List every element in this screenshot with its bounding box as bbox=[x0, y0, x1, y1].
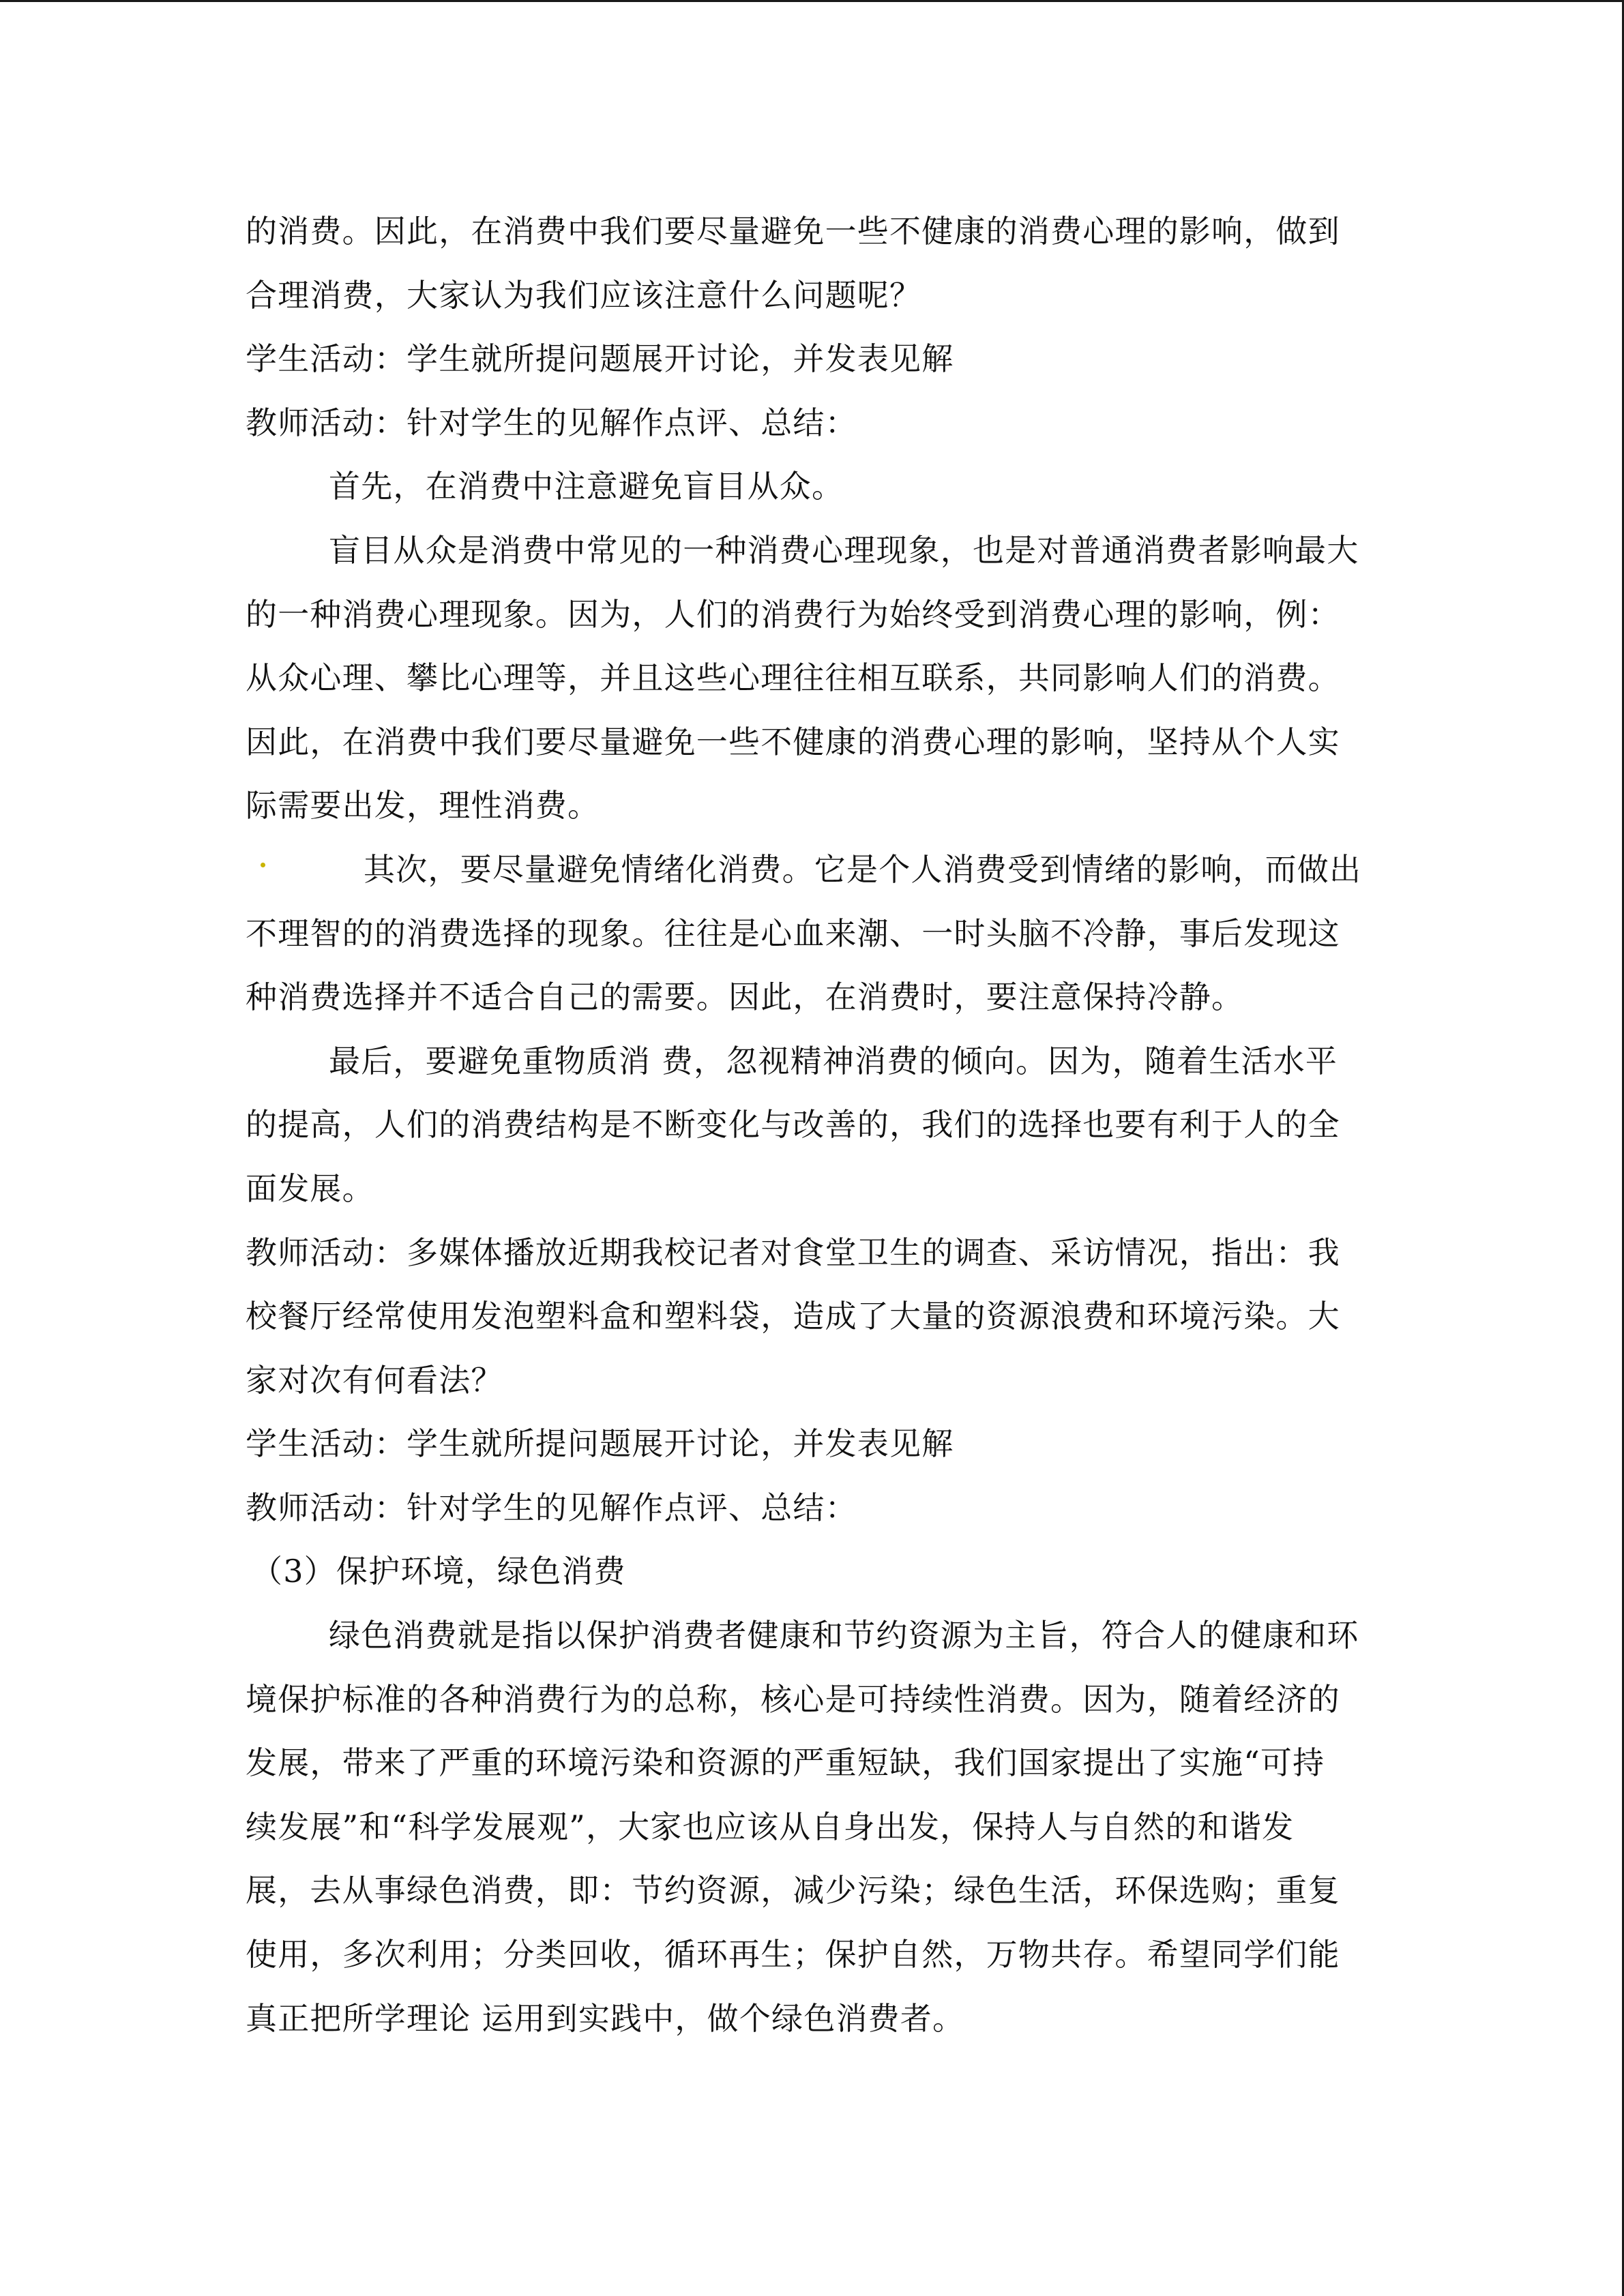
teacher-activity-line: 教师活动：针对学生的见解作点评、总结： bbox=[246, 1489, 857, 1526]
paragraph-line: 面发展。 bbox=[246, 1169, 374, 1207]
student-activity-line: 学生活动：学生就所提问题展开讨论，并发表见解 bbox=[246, 340, 954, 378]
paragraph-line: 续发展”和“科学发展观”，大家也应该从自身出发，保持人与自然的和谐发 bbox=[246, 1808, 1295, 1845]
paragraph-line: 真正把所学理论 运用到实践中，做个绿色消费者。 bbox=[246, 1999, 965, 2037]
paragraph-line: 境保护标准的各种消费行为的总称，核心是可持续性消费。因为，随着经济的 bbox=[246, 1680, 1340, 1718]
paragraph-line: 校餐厅经常使用发泡塑料盒和塑料袋，造成了大量的资源浪费和环境污染。大 bbox=[246, 1298, 1340, 1335]
point-first-heading: 首先，在消费中注意避免盲目从众。 bbox=[329, 468, 844, 505]
paragraph-line: 不理智的的消费选择的现象。往往是心血来潮、一时头脑不冷静，事后发现这 bbox=[246, 914, 1340, 952]
paragraph-line: 因此，在消费中我们要尽量避免一些不健康的消费心理的影响，坚持从个人实 bbox=[246, 723, 1340, 760]
teacher-activity-line: 教师活动：多媒体播放近期我校记者对食堂卫生的调查、采访情况，指出：我 bbox=[246, 1234, 1340, 1271]
paragraph-line: 的一种消费心理现象。因为，人们的消费行为始终受到消费心理的影响，例： bbox=[246, 595, 1340, 633]
body-text bbox=[246, 200, 1391, 2051]
student-activity-line: 学生活动：学生就所提问题展开讨论，并发表见解 bbox=[246, 1425, 954, 1463]
paragraph-line: 使用，多次利用；分类回收，循环再生；保护自然，万物共存。希望同学们能 bbox=[246, 1936, 1340, 1973]
paragraph-line: 合理消费，大家认为我们应该注意什么问题呢？ bbox=[246, 276, 922, 314]
paragraph-line: 展，去从事绿色消费，即：节约资源，减少污染；绿色生活，环保选购；重复 bbox=[246, 1872, 1340, 1909]
paragraph-line: 家对次有何看法？ bbox=[246, 1361, 503, 1399]
paragraph-line: 际需要出发，理性消费。 bbox=[246, 787, 600, 824]
paragraph-line: 发展，带来了严重的环境污染和资源的严重短缺，我们国家提出了实施“可持 bbox=[246, 1744, 1325, 1782]
paragraph-line: 绿色消费就是指以保护消费者健康和节约资源为主旨，符合人的健康和环 bbox=[329, 1617, 1359, 1654]
paragraph-line: 的消费。因此，在消费中我们要尽量避免一些不健康的消费心理的影响，做到 bbox=[246, 213, 1340, 250]
paragraph-line: 盲目从众是消费中常见的一种消费心理现象，也是对普通消费者影响最大 bbox=[329, 531, 1359, 569]
paragraph-line: 从众心理、攀比心理等，并且这些心理往往相互联系，共同影响人们的消费。 bbox=[246, 659, 1340, 697]
section-heading: （3）保护环境，绿色消费 bbox=[251, 1553, 626, 1590]
point-second-line: 其次，要尽量避免情绪化消费。它是个人消费受到情绪的影响，而做出 bbox=[364, 850, 1362, 888]
paragraph-line: 的提高，人们的消费结构是不断变化与改善的，我们的选择也要有利于人的全 bbox=[246, 1106, 1340, 1144]
paragraph-line: 种消费选择并不适合自己的需要。因此，在消费时，要注意保持冷静。 bbox=[246, 979, 1244, 1016]
point-last-line: 最后，要避免重物质消 费，忽视精神消费的倾向。因为，随着生活水平 bbox=[329, 1042, 1338, 1079]
teacher-activity-line: 教师活动：针对学生的见解作点评、总结： bbox=[246, 404, 857, 441]
